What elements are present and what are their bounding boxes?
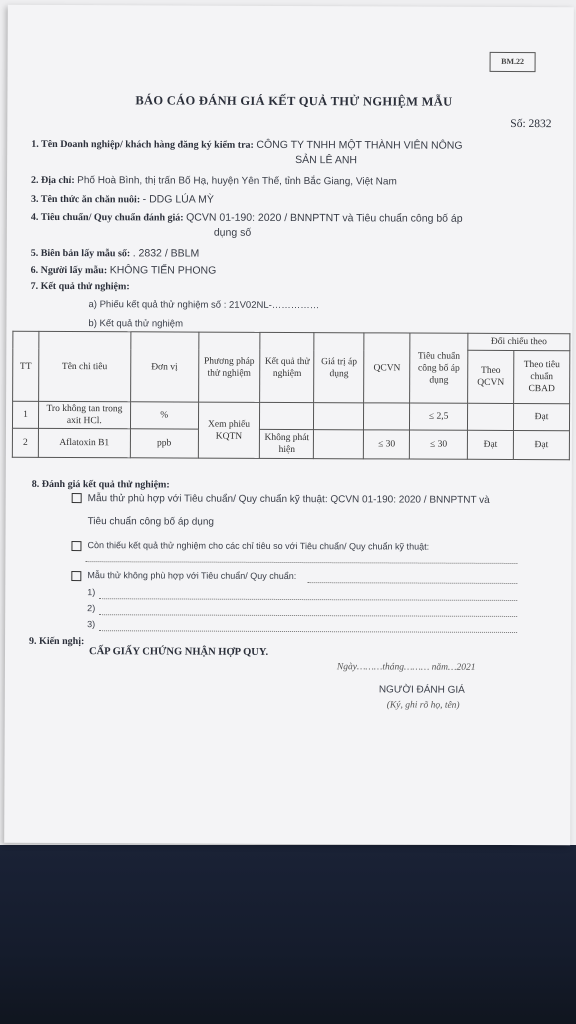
field-4-value: QCVN 01-190: 2020 / BNNPTNT và Tiêu chuẩn công bố áp: [186, 211, 463, 225]
cell-tt: 2: [12, 428, 38, 457]
document-page: [4, 5, 574, 845]
header-don-vi: Đơn vị: [130, 332, 198, 402]
cell-tt: 1: [12, 401, 38, 428]
table-header-row: [13, 331, 570, 350]
field-3-value: - DDG LÚA MỲ: [142, 193, 214, 206]
field-3: [31, 193, 214, 206]
checkbox-option-2[interactable]: [71, 541, 81, 551]
field-1: [31, 138, 462, 152]
section-8-option-2: [71, 540, 429, 552]
signer-note: (Ký, ghi rõ họ, tên): [386, 700, 460, 711]
section-9-label: 9. Kiến nghị:: [29, 635, 85, 648]
recommendation-text: CẤP GIẤY CHỨNG NHẬN HỢP QUY.: [88, 646, 269, 658]
cell-name: Aflatoxin B1: [38, 428, 130, 457]
cell-standard: ≤ 30: [410, 430, 468, 459]
section-8-label: 8. Đánh giá kết quả thử nghiệm:: [31, 478, 170, 491]
cell-qcvn: ≤ 30: [364, 430, 410, 459]
document-title: BÁO CÁO ĐÁNH GIÁ KẾT QUẢ THỬ NGHIỆM MẪU: [135, 93, 453, 109]
dotted-line: [99, 614, 517, 617]
cell-vs-qcvn: [468, 403, 514, 430]
header-phuong-phap: Phương pháp thử nghiệm: [198, 332, 260, 402]
header-tieu-chuan: Tiêu chuẩn công bố áp dụng: [410, 333, 468, 403]
field-2-label: 2. Địa chỉ:: [31, 174, 75, 187]
field-4-value-cont: dụng số: [213, 226, 252, 239]
desk-surface: [0, 845, 576, 1024]
item-2-label: 2): [87, 603, 96, 614]
cell-method: Xem phiếu KQTN: [198, 402, 260, 458]
header-theo-qcvn: Theo QCVN: [468, 350, 514, 403]
field-7-label: 7. Kết quả thử nghiệm:: [30, 280, 130, 293]
field-2: [31, 175, 397, 188]
document-number: Số: 2832: [510, 117, 552, 131]
dotted-line: [99, 598, 517, 601]
cell-applied: [314, 430, 364, 459]
field-4: [31, 211, 463, 225]
date-line: Ngày………tháng……… năm…2021: [336, 662, 476, 673]
cell-vs-cbad: Đạt: [513, 403, 569, 430]
cell-vs-cbad: Đạt: [513, 430, 569, 459]
dotted-line: [99, 630, 517, 633]
cell-unit: ppb: [130, 429, 198, 458]
checkbox-option-3[interactable]: [71, 571, 81, 581]
section-8-option-3: [71, 570, 296, 582]
field-6-value: KHÔNG TIẾN PHONG: [109, 264, 217, 277]
header-tt: TT: [13, 331, 39, 401]
field-4-label: 4. Tiêu chuẩn/ Quy chuẩn đánh giá:: [30, 211, 184, 224]
dotted-line: [85, 561, 517, 564]
option-1-text-cont: Tiêu chuẩn công bố áp dụng: [87, 516, 215, 528]
dotted-line: [307, 582, 517, 584]
cell-name: Tro không tan trong axit HCl.: [38, 401, 130, 428]
checkbox-option-1[interactable]: [72, 493, 82, 503]
cell-result: Không phát hiện: [260, 429, 314, 458]
field-6-label: 6. Người lấy mẫu:: [30, 264, 108, 277]
field-6: [31, 264, 217, 277]
item-3-label: 3): [87, 619, 96, 630]
header-gia-tri: Giá trị áp dụng: [314, 333, 364, 403]
cell-qcvn: [364, 403, 410, 430]
field-5: [31, 247, 200, 260]
field-7b: b) Kết quả thử nghiệm: [88, 318, 184, 330]
header-ten-chi-tieu: Tên chỉ tiêu: [39, 331, 131, 401]
cell-standard: ≤ 2,5: [410, 403, 468, 430]
cell-vs-qcvn: Đạt: [467, 430, 513, 459]
cell-applied: [314, 403, 364, 430]
header-theo-cbad: Theo tiêu chuẩn CBAD: [514, 350, 570, 403]
field-3-label: 3. Tên thức ăn chăn nuôi:: [30, 193, 141, 206]
cell-result: [260, 402, 314, 429]
cell-unit: %: [130, 402, 198, 429]
field-1-value-cont: SẢN LÊ ANH: [295, 154, 358, 167]
field-2-value: Phố Hoà Bình, thị trấn Bố Hạ, huyện Yên Thế, tỉnh Bắc Giang, Việt Nam: [77, 175, 397, 188]
option-2-text: Còn thiếu kết quả thử nghiệm cho các chỉ tiêu so với Tiêu chuẩn/ Quy chuẩn kỹ thuật:: [87, 540, 430, 552]
table-row: [12, 401, 569, 430]
header-qcvn: QCVN: [364, 333, 410, 403]
header-doi-chieu: Đối chiếu theo: [468, 333, 570, 350]
option-3-text: Mẫu thử không phù hợp với Tiêu chuẩn/ Quy chuẩn:: [87, 570, 297, 582]
item-1-label: 1): [87, 587, 96, 598]
field-1-value: CÔNG TY TNHH MỘT THÀNH VIÊN NÔNG: [256, 138, 463, 152]
results-table: [12, 331, 571, 460]
field-7a: a) Phiếu kết quả thử nghiệm số : 21V02NL-……………: [88, 299, 320, 312]
section-8-option-1: [72, 493, 490, 506]
field-5-value: . 2832 / BBLM: [132, 247, 200, 260]
option-1-text: Mẫu thử phù hợp với Tiêu chuẩn/ Quy chuẩn kỹ thuật: QCVN 01-190: 2020 / BNNPTNT và: [87, 493, 490, 506]
table-row: [12, 428, 569, 459]
signer-role: NGƯỜI ĐÁNH GIÁ: [378, 684, 465, 696]
field-1-label: 1. Tên Doanh nghiệp/ khách hàng đăng ký kiểm tra:: [31, 138, 254, 151]
form-code-box: BM.22: [490, 52, 536, 72]
field-5-label: 5. Biên bản lấy mẫu số:: [30, 247, 131, 260]
header-ket-qua: Kết quả thử nghiệm: [260, 332, 314, 402]
